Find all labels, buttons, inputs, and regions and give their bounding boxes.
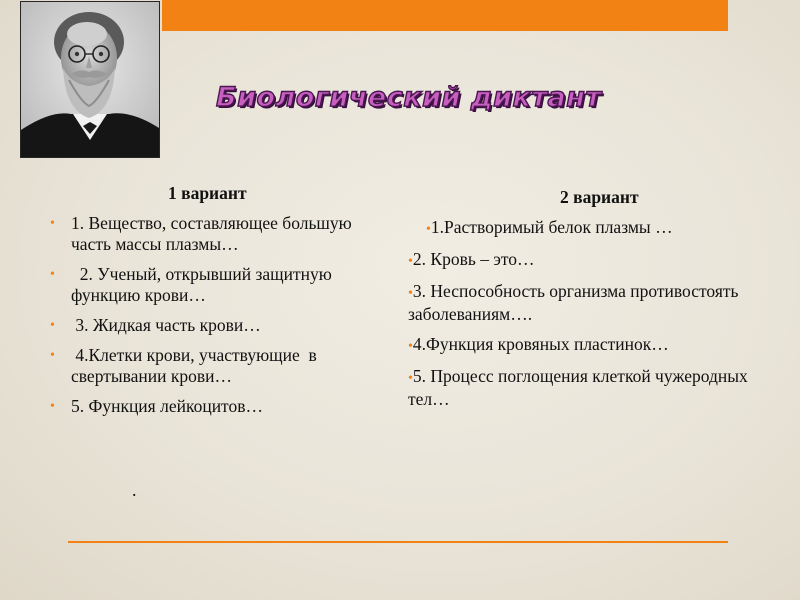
variant-1-item-text: 3. Жидкая часть крови… <box>71 315 261 335</box>
top-accent-bar <box>162 0 728 31</box>
bullet-dot-icon: • <box>408 371 413 386</box>
slide-title: Биологический диктант <box>216 82 602 113</box>
bullet-dot-icon: • <box>50 318 55 333</box>
variant-2-heading: 2 вариант <box>560 187 639 207</box>
variant-2-item-text: 3. Неспособность организма противостоять заболеваниям…. <box>408 281 739 324</box>
variant-2-column <box>408 187 768 419</box>
variant-1-column <box>50 183 390 426</box>
bottom-divider-line <box>68 541 728 543</box>
variant-1-item-text: 1. Вещество, составляющее большую часть массы плазмы… <box>71 213 352 254</box>
variant-2-item <box>408 217 768 240</box>
variant-2-item <box>408 281 768 325</box>
bullet-dot-icon: • <box>50 399 55 414</box>
variant-1-item-text: 5. Функция лейкоцитов… <box>71 396 263 416</box>
variant-1-item <box>50 315 390 336</box>
portrait-photo <box>20 1 160 158</box>
variant-2-item-text: 4.Функция кровяных пластинок… <box>412 334 669 354</box>
variant-1-item <box>50 264 390 306</box>
bullet-dot-icon: • <box>408 254 413 269</box>
variant-2-item <box>408 249 768 272</box>
trailing-dot: . <box>132 480 137 500</box>
bullet-dot-icon: • <box>426 222 431 237</box>
bullet-dot-icon: • <box>50 216 55 231</box>
variant-1-item <box>50 213 390 255</box>
bullet-dot-icon: • <box>50 267 55 282</box>
variant-2-item-text: 5. Процесс поглощения клеткой чужеродных тел… <box>408 366 748 409</box>
variant-1-heading: 1 вариант <box>168 183 247 203</box>
bullet-dot-icon: • <box>408 286 413 301</box>
variant-2-item-text: 1.Растворимый белок плазмы … <box>430 217 673 237</box>
variant-1-item-text: 2. Ученый, открывший защитную функцию крови… <box>71 264 337 305</box>
bullet-dot-icon: • <box>50 348 55 363</box>
bullet-dot-icon: • <box>408 339 413 354</box>
variant-1-item <box>50 396 390 417</box>
variant-2-item-text: 2. Кровь – это… <box>412 249 535 269</box>
variant-2-item <box>408 366 768 410</box>
variant-1-item-text: 4.Клетки крови, участвующие в свертывании крови… <box>71 345 322 386</box>
variant-1-item <box>50 345 390 387</box>
variant-2-item <box>408 334 768 357</box>
portrait-image <box>21 2 159 157</box>
